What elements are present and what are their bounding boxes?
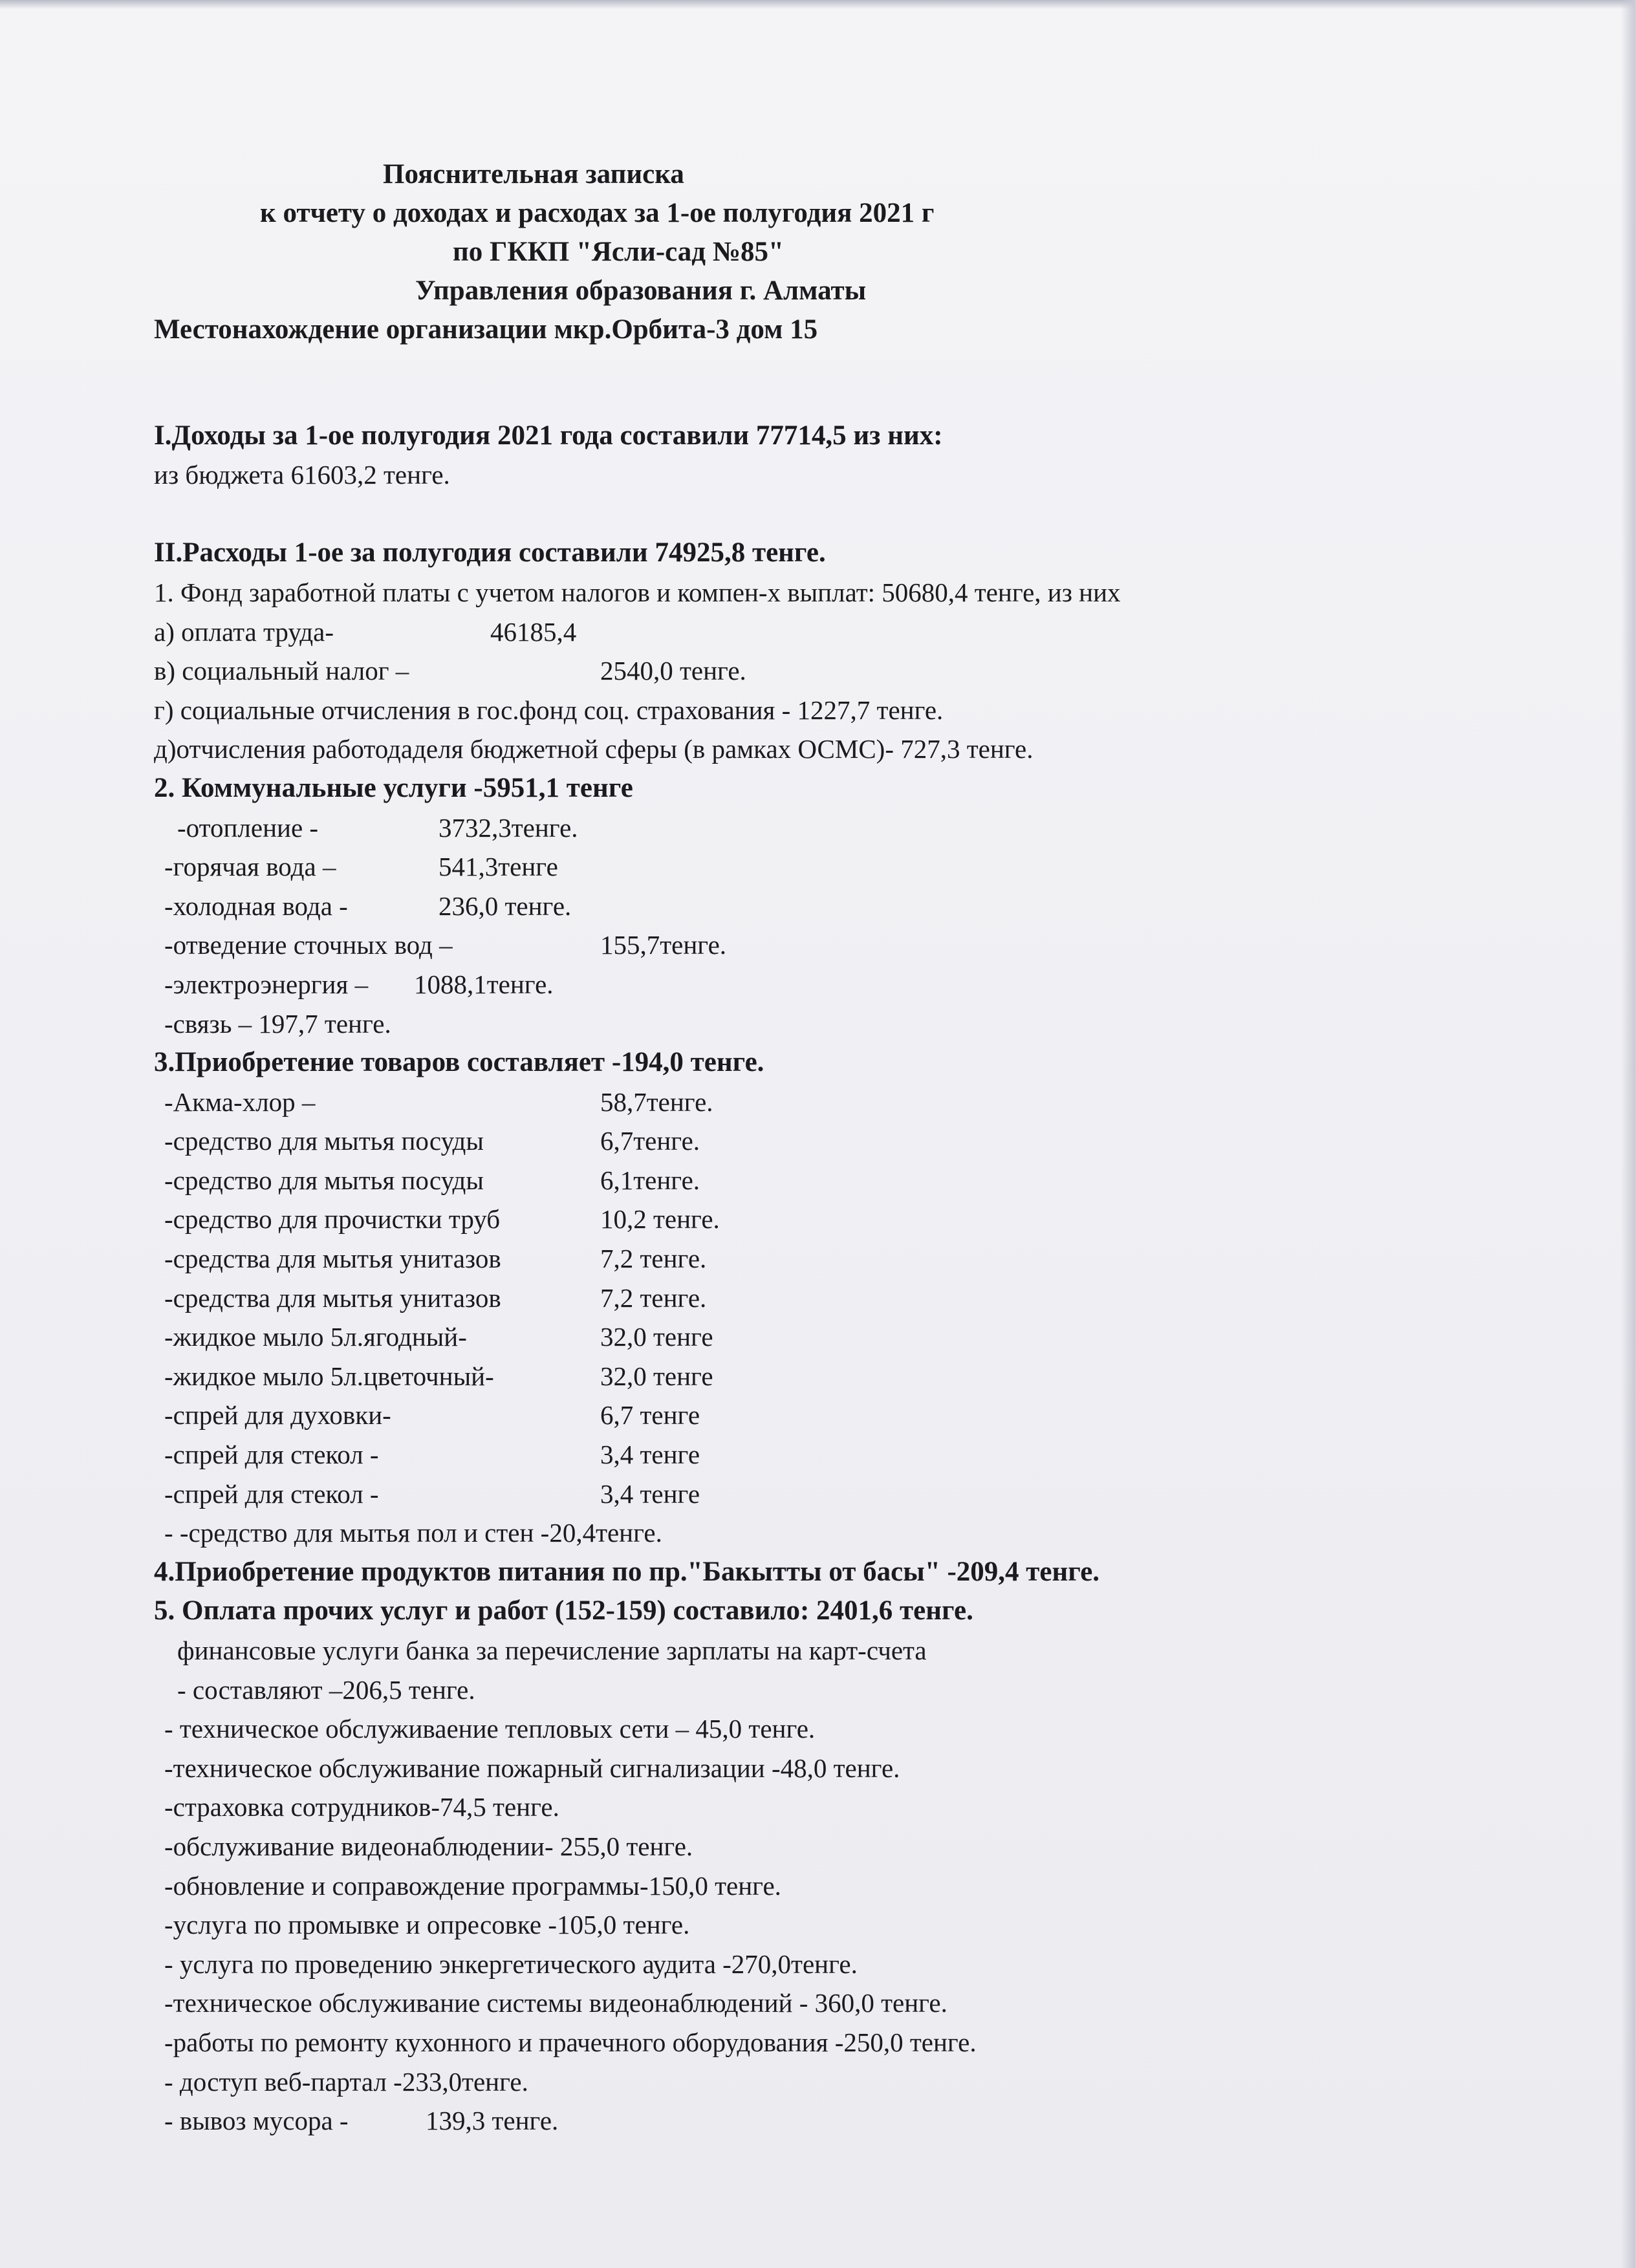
goods-item: [154, 1161, 1577, 1200]
services-item: - техническое обслуживаение тепловых сети – 45,0 тенге.: [164, 1714, 816, 1744]
goods-item-amount: 10,2 тенге.: [600, 1204, 720, 1235]
payroll-item-label: в) социальный налог –: [154, 656, 409, 686]
goods-item: [154, 1317, 1577, 1357]
services-item-label: - вывоз мусора -: [164, 2106, 349, 2136]
goods-item: [154, 1396, 1577, 1435]
payroll-item-label: а) оплата труда-: [154, 616, 334, 647]
utility-amount: 3732,3тенге.: [439, 812, 578, 843]
services-title: 5. Оплата прочих услуг и работ (152-159) составило: 2401,6 тенге.: [154, 1595, 973, 1626]
goods-item: [154, 1474, 1577, 1514]
services-item: - услуга по проведению энкергетического аудита -270,0тенге.: [164, 1949, 858, 1979]
utility-amount: 1088,1тенге.: [414, 969, 554, 999]
goods-item: [154, 1435, 1577, 1474]
utility-amount: 236,0 тенге.: [439, 891, 572, 921]
utility-item: [154, 965, 1577, 1004]
goods-item-label: -спрей для духовки-: [164, 1400, 391, 1431]
goods-item: [154, 1121, 1577, 1161]
services-item: -услуга по промывке и опресовке -105,0 тенге.: [164, 1910, 690, 1940]
goods-item-amount: 58,7тенге.: [600, 1086, 713, 1117]
utility-label: -горячая вода –: [164, 852, 336, 882]
goods-item-amount: 32,0 тенге: [600, 1322, 713, 1352]
services-item: - доступ веб-партал -233,0тенге.: [164, 2066, 528, 2097]
expenses-heading: II.Расходы 1-ое за полугодия составили 74925,8 тенге.: [154, 537, 826, 568]
utility-label: -отопление -: [177, 812, 319, 843]
goods-item-label: -средства для мытья унитазов: [164, 1282, 501, 1313]
document-title: Пояснительная записка: [383, 159, 684, 189]
goods-item-amount: 3,4 тенге: [600, 1440, 700, 1470]
goods-item-label: -спрей для стекол -: [164, 1478, 379, 1509]
utility-label: -холодная вода -: [164, 891, 348, 921]
services-item: [154, 2101, 1577, 2141]
organization-location: Местонахождение организации мкр.Орбита-3 дом 15: [154, 314, 818, 345]
utility-amount: 541,3тенге: [439, 852, 558, 882]
payroll-item-amount: 2540,0 тенге.: [600, 656, 746, 686]
payroll-item: [154, 612, 1577, 652]
utility-item: [154, 847, 1577, 887]
goods-item-amount: 3,4 тенге: [600, 1478, 700, 1509]
payroll-osms: д)отчисления работодаделя бюджетной сферы (в рамках ОСМС)- 727,3 тенге.: [154, 734, 1034, 764]
services-item-amount: 139,3 тенге.: [426, 2106, 559, 2136]
income-heading: I.Доходы за 1-ое полугодия 2021 года составили 77714,5 из них:: [154, 420, 943, 451]
services-item: -техническое обслуживание пожарный сигнализации -48,0 тенге.: [164, 1753, 900, 1783]
income-budget: из бюджета 61603,2 тенге.: [154, 460, 450, 490]
organization-name: по ГККП "Ясли-сад №85": [453, 237, 784, 267]
utility-item: [154, 925, 1577, 965]
goods-item: [154, 1200, 1577, 1239]
goods-item: [154, 1083, 1577, 1122]
payroll-social: г) социальные отчисления в гос.фонд соц. страхования - 1227,7 тенге.: [154, 695, 944, 725]
goods-last: - -средство для мытья пол и стен -20,4тенге.: [164, 1518, 662, 1548]
payroll-title: 1. Фонд заработной платы с учетом налогов и компен-х выплат: 50680,4 тенге, из них: [154, 577, 1121, 607]
goods-item-label: -средство для мытья посуды: [164, 1165, 484, 1195]
services-item: -страховка сотрудников-74,5 тенге.: [164, 1792, 559, 1822]
scan-edge-top: [0, 0, 1635, 9]
goods-item-label: -жидкое мыло 5л.цветочный-: [164, 1361, 494, 1391]
goods-item-amount: 7,2 тенге.: [600, 1282, 707, 1313]
utility-comm: -связь – 197,7 тенге.: [164, 1008, 391, 1039]
department-name: Управления образования г. Алматы: [415, 275, 867, 306]
goods-item-label: -спрей для стекол -: [164, 1440, 379, 1470]
goods-item-label: -средство для мытья посуды: [164, 1126, 484, 1156]
goods-item-amount: 7,2 тенге.: [600, 1244, 707, 1274]
food-title: 4.Приобретение продуктов питания по пр."Бакытты от басы" -209,4 тенге.: [154, 1556, 1100, 1587]
goods-item-amount: 6,1тенге.: [600, 1165, 700, 1195]
goods-item-amount: 32,0 тенге: [600, 1361, 713, 1391]
goods-title: 3.Приобретение товаров составляет -194,0 тенге.: [154, 1047, 764, 1078]
services-bank-line: финансовые услуги банка за перечисление зарплаты на карт-счета: [177, 1636, 927, 1665]
utility-label: -отведение сточных вод –: [164, 930, 453, 960]
services-item: -обновление и сопрaвождение программы-150,0 тенге.: [164, 1870, 781, 1901]
utilities-title: 2. Коммунальные услуги -5951,1 тенге: [154, 772, 633, 803]
utility-amount: 155,7тенге.: [600, 930, 727, 960]
utility-item: [154, 808, 1577, 848]
services-item: -техническое обслуживание системы видеонаблюдений - 360,0 тенге.: [164, 1988, 947, 2018]
goods-item: [154, 1357, 1577, 1396]
goods-item-label: -средства для мытья унитазов: [164, 1244, 501, 1274]
goods-item-amount: 6,7 тенге: [600, 1400, 700, 1431]
goods-item: [154, 1239, 1577, 1279]
goods-item-label: -жидкое мыло 5л.ягодный-: [164, 1322, 467, 1352]
payroll-item: [154, 651, 1577, 691]
goods-item-label: -Акма-хлор –: [164, 1086, 316, 1117]
document-body: [154, 377, 1577, 2141]
services-item: -работы по ремонту кухонного и прачечного оборудования -250,0 тенге.: [164, 2027, 977, 2057]
services-bank-amount: - составляют –206,5 тенге.: [177, 1674, 475, 1705]
goods-item: [154, 1279, 1577, 1318]
report-subtitle: к отчету о доходах и расходах за 1-ое полугодия 2021 г: [260, 198, 935, 228]
scan-edge-right: [1621, 0, 1635, 2268]
goods-item-amount: 6,7тенге.: [600, 1126, 700, 1156]
utility-item: [154, 887, 1577, 926]
utility-label: -электроэнергия –: [164, 969, 369, 999]
payroll-item-amount: 46185,4: [490, 616, 577, 647]
services-item: -обслуживание видеонаблюдении- 255,0 тенге.: [164, 1831, 693, 1861]
goods-item-label: -средство для прочистки труб: [164, 1204, 501, 1235]
